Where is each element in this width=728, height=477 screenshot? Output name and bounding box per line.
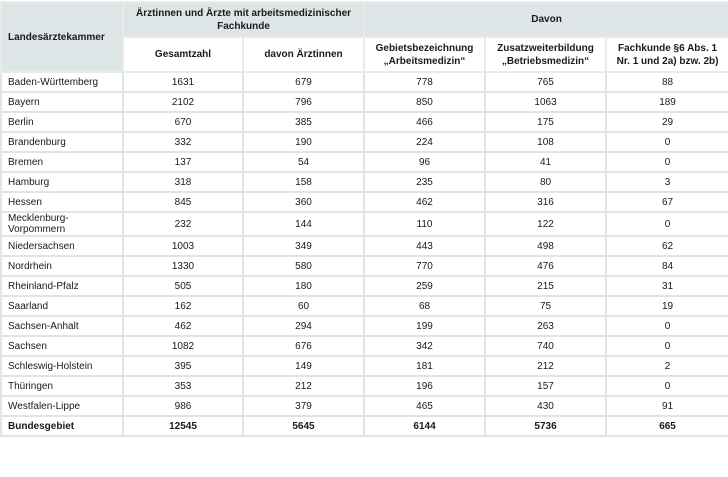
cell-zusatzweiterbildung: 41 [485,152,606,172]
cell-zusatzweiterbildung: 316 [485,192,606,212]
cell-gesamtzahl: 845 [123,192,243,212]
cell-state-name: Nordrhein [1,256,123,276]
cell-davon-aerztinnen: 379 [243,396,364,416]
cell-gebietsbezeichnung: 850 [364,92,485,112]
cell-fachkunde: 0 [606,132,728,152]
table-row [1,132,728,152]
cell-fachkunde: 189 [606,92,728,112]
cell-gesamtzahl: 12545 [123,416,243,436]
cell-state-name: Sachsen [1,336,123,356]
cell-davon-aerztinnen: 54 [243,152,364,172]
cell-gesamtzahl: 462 [123,316,243,336]
cell-fachkunde: 2 [606,356,728,376]
cell-gesamtzahl: 137 [123,152,243,172]
cell-state-name: Brandenburg [1,132,123,152]
cell-zusatzweiterbildung: 108 [485,132,606,152]
cell-gesamtzahl: 2102 [123,92,243,112]
cell-davon-aerztinnen: 149 [243,356,364,376]
cell-zusatzweiterbildung: 430 [485,396,606,416]
table-row [1,316,728,336]
cell-gebietsbezeichnung: 259 [364,276,485,296]
cell-davon-aerztinnen: 190 [243,132,364,152]
cell-gesamtzahl: 162 [123,296,243,316]
cell-state-name: Thüringen [1,376,123,396]
cell-gebietsbezeichnung: 462 [364,192,485,212]
cell-davon-aerztinnen: 180 [243,276,364,296]
header-gesamtzahl: Gesamtzahl [123,37,243,72]
cell-state-name: Bayern [1,92,123,112]
cell-gebietsbezeichnung: 199 [364,316,485,336]
cell-state-name: Baden-Württemberg [1,72,123,92]
header-gebietsbezeichnung: Gebietsbezeichnung „Arbeitsmedizin“ [364,37,485,72]
table-row [1,336,728,356]
cell-state-name: Berlin [1,112,123,132]
cell-fachkunde: 84 [606,256,728,276]
cell-fachkunde: 29 [606,112,728,132]
cell-zusatzweiterbildung: 80 [485,172,606,192]
header-group-total: Ärztinnen und Ärzte mit arbeitsmedizinischer Fachkunde [123,2,364,37]
cell-gesamtzahl: 1003 [123,236,243,256]
total-row [1,416,728,436]
cell-davon-aerztinnen: 679 [243,72,364,92]
table-row [1,276,728,296]
table-row [1,152,728,172]
cell-zusatzweiterbildung: 157 [485,376,606,396]
cell-gebietsbezeichnung: 224 [364,132,485,152]
cell-zusatzweiterbildung: 212 [485,356,606,376]
cell-gebietsbezeichnung: 181 [364,356,485,376]
cell-gesamtzahl: 353 [123,376,243,396]
cell-fachkunde: 67 [606,192,728,212]
cell-zusatzweiterbildung: 215 [485,276,606,296]
cell-gebietsbezeichnung: 770 [364,256,485,276]
cell-gesamtzahl: 505 [123,276,243,296]
cell-zusatzweiterbildung: 498 [485,236,606,256]
header-landesaerztekammer: Landesärztekammer [1,2,123,72]
cell-state-name: Westfalen-Lippe [1,396,123,416]
cell-davon-aerztinnen: 385 [243,112,364,132]
cell-fachkunde: 0 [606,152,728,172]
header-fachkunde: Fachkunde §6 Abs. 1 Nr. 1 und 2a) bzw. 2b) [606,37,728,72]
cell-gebietsbezeichnung: 68 [364,296,485,316]
cell-gesamtzahl: 1330 [123,256,243,276]
cell-davon-aerztinnen: 580 [243,256,364,276]
cell-gebietsbezeichnung: 778 [364,72,485,92]
cell-gebietsbezeichnung: 235 [364,172,485,192]
table-row [1,296,728,316]
cell-gebietsbezeichnung: 342 [364,336,485,356]
cell-fachkunde: 665 [606,416,728,436]
cell-gesamtzahl: 986 [123,396,243,416]
cell-davon-aerztinnen: 676 [243,336,364,356]
cell-fachkunde: 88 [606,72,728,92]
cell-state-name: Sachsen-Anhalt [1,316,123,336]
cell-state-name: Mecklenburg-Vorpommern [1,212,123,236]
physicians-table [0,1,728,437]
table-row [1,72,728,92]
cell-fachkunde: 0 [606,376,728,396]
cell-fachkunde: 0 [606,212,728,236]
cell-zusatzweiterbildung: 75 [485,296,606,316]
cell-zusatzweiterbildung: 263 [485,316,606,336]
cell-davon-aerztinnen: 158 [243,172,364,192]
cell-davon-aerztinnen: 144 [243,212,364,236]
cell-state-name: Bundesgebiet [1,416,123,436]
cell-gebietsbezeichnung: 96 [364,152,485,172]
table-row [1,256,728,276]
cell-fachkunde: 3 [606,172,728,192]
header-davon-aerztinnen: davon Ärztinnen [243,37,364,72]
table-row [1,212,728,236]
cell-gebietsbezeichnung: 466 [364,112,485,132]
cell-davon-aerztinnen: 796 [243,92,364,112]
cell-gebietsbezeichnung: 196 [364,376,485,396]
table-row [1,112,728,132]
cell-fachkunde: 0 [606,316,728,336]
cell-state-name: Hessen [1,192,123,212]
cell-gesamtzahl: 1631 [123,72,243,92]
cell-fachkunde: 91 [606,396,728,416]
table-row [1,92,728,112]
cell-zusatzweiterbildung: 175 [485,112,606,132]
table-row [1,172,728,192]
cell-state-name: Niedersachsen [1,236,123,256]
cell-davon-aerztinnen: 60 [243,296,364,316]
cell-zusatzweiterbildung: 765 [485,72,606,92]
cell-gebietsbezeichnung: 443 [364,236,485,256]
cell-state-name: Bremen [1,152,123,172]
cell-zusatzweiterbildung: 476 [485,256,606,276]
cell-davon-aerztinnen: 212 [243,376,364,396]
table-row [1,192,728,212]
cell-fachkunde: 0 [606,336,728,356]
cell-davon-aerztinnen: 360 [243,192,364,212]
cell-gesamtzahl: 1082 [123,336,243,356]
table-row [1,236,728,256]
cell-davon-aerztinnen: 349 [243,236,364,256]
cell-gesamtzahl: 670 [123,112,243,132]
cell-gebietsbezeichnung: 465 [364,396,485,416]
cell-zusatzweiterbildung: 5736 [485,416,606,436]
table-row [1,376,728,396]
cell-fachkunde: 19 [606,296,728,316]
cell-state-name: Saarland [1,296,123,316]
cell-gesamtzahl: 332 [123,132,243,152]
cell-gebietsbezeichnung: 110 [364,212,485,236]
cell-gebietsbezeichnung: 6144 [364,416,485,436]
cell-zusatzweiterbildung: 1063 [485,92,606,112]
header-group-davon: Davon [364,2,728,37]
cell-davon-aerztinnen: 294 [243,316,364,336]
table-row [1,396,728,416]
cell-gesamtzahl: 395 [123,356,243,376]
cell-fachkunde: 31 [606,276,728,296]
table-row [1,356,728,376]
cell-zusatzweiterbildung: 740 [485,336,606,356]
cell-fachkunde: 62 [606,236,728,256]
header-zusatzweiterbildung: Zusatzweiterbildung „Betriebsmedizin“ [485,37,606,72]
cell-zusatzweiterbildung: 122 [485,212,606,236]
cell-gesamtzahl: 318 [123,172,243,192]
cell-state-name: Hamburg [1,172,123,192]
cell-gesamtzahl: 232 [123,212,243,236]
cell-davon-aerztinnen: 5645 [243,416,364,436]
cell-state-name: Rheinland-Pfalz [1,276,123,296]
cell-state-name: Schleswig-Holstein [1,356,123,376]
